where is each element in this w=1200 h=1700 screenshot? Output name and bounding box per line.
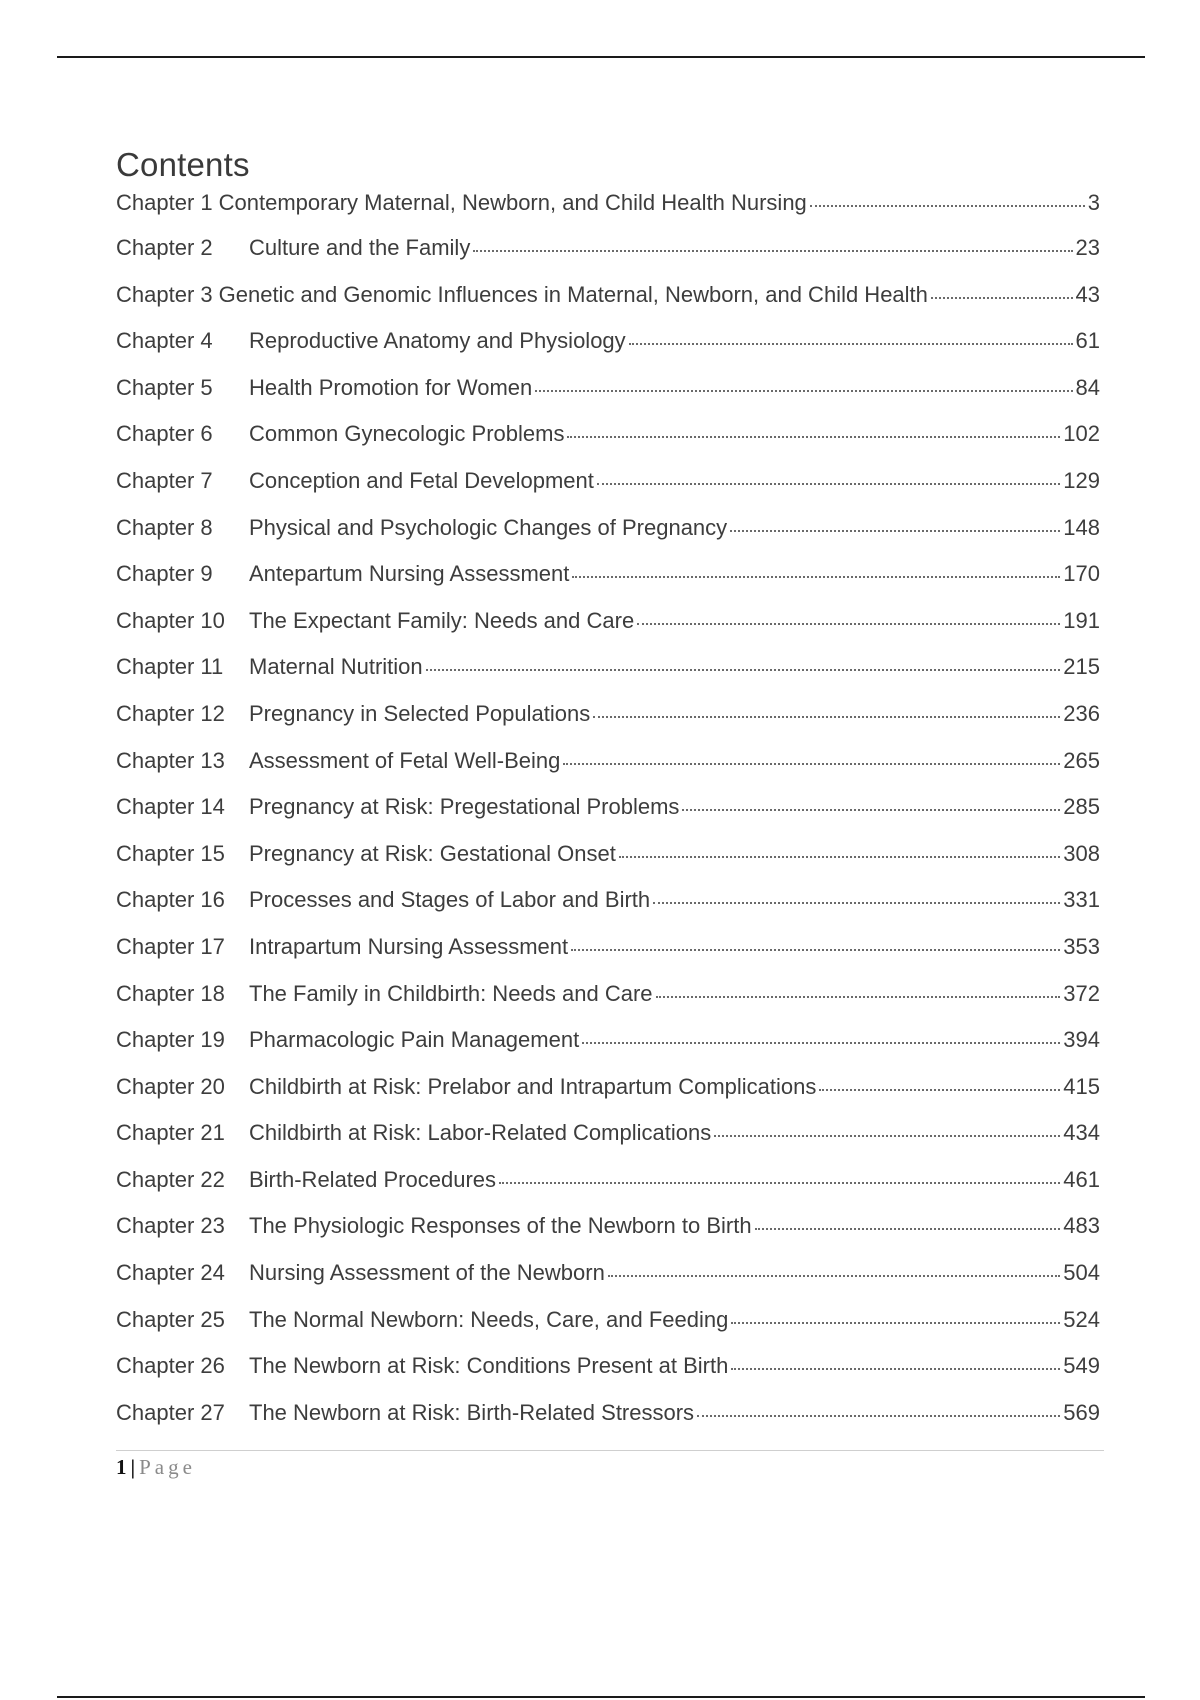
toc-dot-leader: [730, 530, 1060, 532]
toc-chapter-label: Chapter 17: [116, 933, 225, 959]
toc-chapter-title: Childbirth at Risk: Labor-Related Complications: [249, 1120, 712, 1146]
toc-entry[interactable]: [116, 608, 1100, 655]
toc-dot-leader: [426, 669, 1061, 671]
toc-chapter-label: Chapter 22: [116, 1166, 225, 1192]
toc-chapter-label: Chapter 16: [116, 887, 225, 913]
toc-chapter-title: Pregnancy at Risk: Gestational Onset: [249, 840, 616, 866]
toc-chapter-title: Assessment of Fetal Well-Being: [249, 747, 561, 773]
toc-entry[interactable]: [116, 1353, 1100, 1400]
toc-dot-leader: [473, 250, 1072, 252]
toc-chapter-title: Pregnancy in Selected Populations: [249, 700, 591, 726]
toc-chapter-label: Chapter 11: [116, 654, 224, 680]
toc-page-number: 372: [1063, 980, 1100, 1006]
toc-entry[interactable]: [116, 561, 1100, 608]
toc-entry[interactable]: [116, 1167, 1100, 1214]
toc-entry[interactable]: [116, 235, 1100, 282]
toc-dot-leader: [608, 1275, 1060, 1277]
toc-entry[interactable]: [116, 701, 1100, 748]
toc-page-number: 353: [1063, 933, 1100, 959]
toc-chapter-label: Chapter 23: [116, 1213, 225, 1239]
page-footer: [116, 1450, 1104, 1480]
toc-chapter-title: Processes and Stages of Labor and Birth: [249, 887, 651, 913]
toc-entry[interactable]: [116, 375, 1100, 422]
toc-chapter-label: Chapter 4: [116, 328, 213, 354]
toc-page-number: 84: [1075, 374, 1100, 400]
toc-entry[interactable]: [116, 282, 1100, 329]
toc-chapter-title: Conception and Fetal Development: [249, 467, 594, 493]
toc-page-number: 549: [1063, 1353, 1100, 1379]
toc-chapter-label: Chapter 2: [116, 235, 213, 260]
toc-chapter-label: Chapter 1: [116, 190, 213, 215]
toc-page-number: 3: [1087, 190, 1100, 215]
toc-chapter-label: Chapter 3: [116, 281, 213, 307]
toc-page-number: 415: [1063, 1073, 1100, 1099]
toc-page-number: 265: [1063, 747, 1100, 773]
toc-chapter-title: Pharmacologic Pain Management: [249, 1027, 580, 1053]
toc-entry[interactable]: [116, 190, 1100, 235]
toc-chapter-title: Reproductive Anatomy and Physiology: [249, 328, 626, 354]
toc-page-number: 23: [1075, 235, 1100, 260]
toc-page-number: 285: [1063, 794, 1100, 820]
toc-chapter-label: Chapter 14: [116, 794, 225, 820]
toc-page-number: 331: [1063, 887, 1100, 913]
toc-entry[interactable]: [116, 934, 1100, 981]
toc-title: Contents: [116, 146, 250, 183]
toc-chapter-label: Chapter 24: [116, 1260, 225, 1286]
toc-chapter-label: Chapter 21: [116, 1120, 225, 1146]
toc-chapter-title: The Newborn at Risk: Birth-Related Stressors: [249, 1399, 695, 1425]
toc-chapter-label: Chapter 6: [116, 421, 213, 447]
bottom-rule: [57, 1696, 1145, 1698]
toc-dot-leader: [571, 949, 1060, 951]
toc-chapter-label: Chapter 12: [116, 700, 225, 726]
toc-chapter-label: Chapter 13: [116, 747, 225, 773]
toc-page-number: 148: [1063, 514, 1100, 540]
toc-dot-leader: [563, 763, 1060, 765]
toc-page-number: 102: [1063, 421, 1100, 447]
toc-chapter-title: The Physiologic Responses of the Newborn to Birth: [249, 1213, 752, 1239]
toc-dot-leader: [714, 1135, 1060, 1137]
toc-entry[interactable]: [116, 1307, 1100, 1354]
toc-entry[interactable]: [116, 1260, 1100, 1307]
toc-dot-leader: [567, 436, 1060, 438]
toc-dot-leader: [810, 205, 1085, 207]
toc-entry[interactable]: [116, 748, 1100, 795]
toc-page-number: 434: [1063, 1120, 1100, 1146]
toc-chapter-label: Chapter 27: [116, 1399, 225, 1425]
toc-entry[interactable]: [116, 1074, 1100, 1121]
toc-entry[interactable]: [116, 1213, 1100, 1260]
toc-chapter-label: Chapter 9: [116, 561, 213, 587]
toc-chapter-title: Birth-Related Procedures: [249, 1166, 497, 1192]
toc-dot-leader: [597, 483, 1060, 485]
toc-page-number: 191: [1063, 607, 1100, 633]
toc-page-number: 504: [1063, 1260, 1100, 1286]
toc-entry[interactable]: [116, 887, 1100, 934]
toc-page-number: 61: [1075, 328, 1100, 354]
toc-chapter-label: Chapter 10: [116, 607, 225, 633]
toc-page-number: 524: [1063, 1306, 1100, 1332]
toc-chapter-title: The Newborn at Risk: Conditions Present at Birth: [249, 1353, 729, 1379]
toc-dot-leader: [697, 1415, 1060, 1417]
toc-dot-leader: [637, 623, 1060, 625]
toc-dot-leader: [629, 343, 1073, 345]
toc-page-number: 308: [1063, 840, 1100, 866]
toc-entry[interactable]: [116, 328, 1100, 375]
toc-dot-leader: [931, 297, 1073, 299]
toc-chapter-title: Genetic and Genomic Influences in Maternal, Newborn, and Child Health: [218, 281, 928, 307]
toc-chapter-title: The Expectant Family: Needs and Care: [249, 607, 635, 633]
toc-entry[interactable]: [116, 654, 1100, 701]
toc-page-number: 569: [1063, 1399, 1100, 1425]
toc-chapter-title: Childbirth at Risk: Prelabor and Intrapartum Complications: [249, 1073, 817, 1099]
toc-chapter-label: Chapter 20: [116, 1073, 225, 1099]
toc-page-number: 483: [1063, 1213, 1100, 1239]
toc-chapter-title: Nursing Assessment of the Newborn: [249, 1260, 605, 1286]
toc-page-number: 394: [1063, 1027, 1100, 1053]
toc-dot-leader: [731, 1368, 1060, 1370]
toc-chapter-title: Common Gynecologic Problems: [249, 421, 565, 447]
toc-chapter-title: The Family in Childbirth: Needs and Care: [249, 980, 653, 1006]
toc-page-number: 170: [1063, 561, 1100, 587]
toc-page-number: 129: [1063, 467, 1100, 493]
toc-entry-list: [116, 190, 1100, 1446]
toc-page-number: 43: [1075, 281, 1100, 307]
toc-chapter-label: Chapter 25: [116, 1306, 225, 1332]
header-rule: [57, 56, 1145, 58]
toc-dot-leader: [819, 1089, 1060, 1091]
toc-chapter-label: Chapter 7: [116, 467, 213, 493]
toc-dot-leader: [535, 390, 1072, 392]
toc-chapter-label: Chapter 26: [116, 1353, 225, 1379]
toc-chapter-label: Chapter 19: [116, 1027, 225, 1053]
toc-chapter-title: Contemporary Maternal, Newborn, and Child Health Nursing: [218, 190, 807, 215]
toc-entry[interactable]: [116, 841, 1100, 888]
toc-entry[interactable]: [116, 1027, 1100, 1074]
toc-entry[interactable]: [116, 1400, 1100, 1447]
toc-chapter-title: Physical and Psychologic Changes of Pregnancy: [249, 514, 728, 540]
toc-chapter-title: Pregnancy at Risk: Pregestational Problems: [249, 794, 680, 820]
toc-dot-leader: [682, 809, 1060, 811]
toc-dot-leader: [499, 1182, 1060, 1184]
toc-chapter-title: Culture and the Family: [249, 235, 471, 260]
toc-page-number: 461: [1063, 1166, 1100, 1192]
toc-dot-leader: [656, 996, 1061, 998]
page-number: 1: [116, 1455, 127, 1479]
toc-chapter-title: The Normal Newborn: Needs, Care, and Feeding: [249, 1306, 729, 1332]
page-label: Page: [139, 1455, 196, 1479]
toc-page-number: 215: [1063, 654, 1100, 680]
toc-entry[interactable]: [116, 468, 1100, 515]
toc-dot-leader: [619, 856, 1060, 858]
page-separator: |: [130, 1455, 136, 1479]
toc-chapter-label: Chapter 8: [116, 514, 213, 540]
toc-chapter-title: Intrapartum Nursing Assessment: [249, 933, 569, 959]
toc-dot-leader: [582, 1042, 1060, 1044]
toc-entry[interactable]: [116, 421, 1100, 468]
toc-entry[interactable]: [116, 1120, 1100, 1167]
toc-chapter-label: Chapter 15: [116, 840, 225, 866]
toc-chapter-title: Health Promotion for Women: [249, 374, 533, 400]
toc-chapter-label: Chapter 5: [116, 374, 213, 400]
toc-dot-leader: [731, 1322, 1060, 1324]
toc-entry[interactable]: [116, 794, 1100, 841]
toc-dot-leader: [653, 902, 1060, 904]
toc-page-number: 236: [1063, 700, 1100, 726]
toc-chapter-title: Maternal Nutrition: [249, 654, 423, 680]
table-of-contents: [116, 146, 1100, 1446]
toc-dot-leader: [593, 716, 1060, 718]
toc-dot-leader: [572, 576, 1060, 578]
toc-entry[interactable]: [116, 515, 1100, 562]
toc-entry[interactable]: [116, 981, 1100, 1028]
toc-chapter-label: Chapter 18: [116, 980, 225, 1006]
toc-dot-leader: [755, 1228, 1061, 1230]
toc-chapter-title: Antepartum Nursing Assessment: [249, 561, 570, 587]
